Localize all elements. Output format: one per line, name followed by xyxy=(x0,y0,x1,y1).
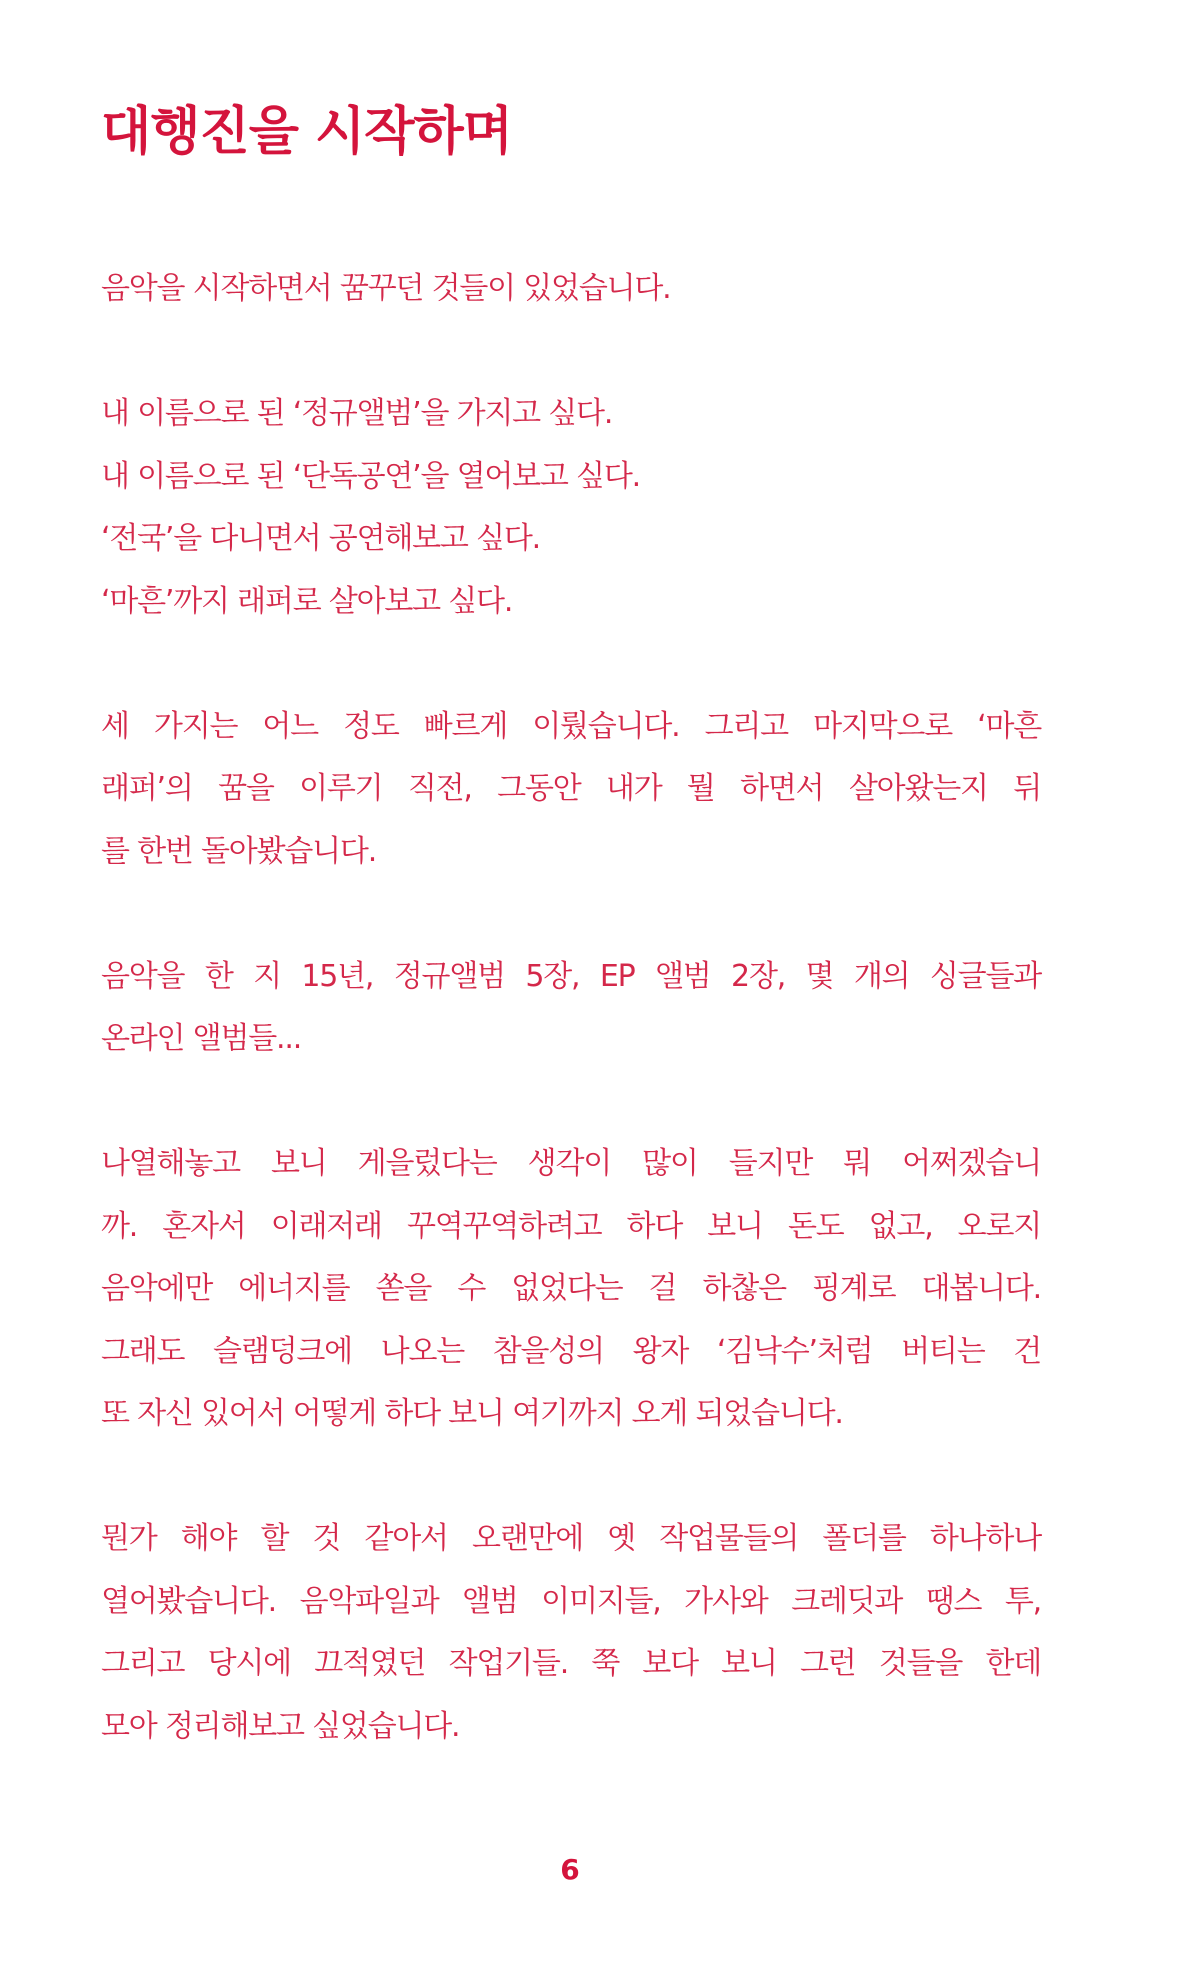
paragraph-reflection xyxy=(101,1133,1041,1446)
text-line: 그리고 당시에 끄적였던 작업기들. 쭉 보다 보니 그런 것들을 한데 xyxy=(101,1646,1041,1681)
text-line: 내 이름으로 된 ‘정규앨범’을 가지고 싶다. xyxy=(101,396,613,431)
paragraph-dreams xyxy=(101,383,1041,633)
text-line: 래퍼’의 꿈을 이루기 직전, 그동안 내가 뭘 하면서 살아왔는지 뒤 xyxy=(101,771,1041,806)
paragraph-intro xyxy=(101,258,1041,321)
text-line: 모아 정리해보고 싶었습니다. xyxy=(101,1708,460,1744)
text-line: 뭔가 해야 할 것 같아서 오랜만에 옛 작업물들의 폴더를 하나하나 xyxy=(101,1521,1041,1556)
text-line: 를 한번 돌아봤습니다. xyxy=(101,833,377,869)
paragraph-discography xyxy=(101,946,1041,1071)
text-line: 세 가지는 어느 정도 빠르게 이뤘습니다. 그리고 마지막으로 ‘마흔 xyxy=(101,708,1041,744)
text-line: ‘전국’을 다니면서 공연해보고 싶다. xyxy=(101,521,540,556)
paragraph-looking-back xyxy=(101,696,1041,884)
text-line: 열어봤습니다. 음악파일과 앨범 이미지들, 가사와 크레딧과 땡스 투, xyxy=(101,1583,1041,1619)
body-text xyxy=(101,258,1041,1821)
text-line: 온라인 앨범들... xyxy=(101,1021,302,1056)
text-line: 음악에만 에너지를 쏟을 수 없었다는 걸 하찮은 핑계로 대봅니다. xyxy=(101,1271,1041,1306)
text-line: 음악을 한 지 15년, 정규앨범 5장, EP 앨범 2장, 몇 개의 싱글들과 xyxy=(101,958,1041,994)
text-line: 또 자신 있어서 어떻게 하다 보니 여기까지 오게 되었습니다. xyxy=(101,1396,843,1431)
text-line: 그래도 슬램덩크에 나오는 참을성의 왕자 ‘김낙수’처럼 버티는 건 xyxy=(101,1333,1041,1369)
page-number: 6 xyxy=(560,1853,580,1886)
text-line: 까. 혼자서 이래저래 꾸역꾸역하려고 하다 보니 돈도 없고, 오로지 xyxy=(101,1208,1041,1244)
text-line: 내 이름으로 된 ‘단독공연’을 열어보고 싶다. xyxy=(101,458,640,494)
paragraph-archive xyxy=(101,1508,1041,1758)
text-line: 음악을 시작하면서 꿈꾸던 것들이 있었습니다. xyxy=(101,271,671,306)
page-title: 대행진을 시작하며 xyxy=(101,102,512,162)
text-line: 나열해놓고 보니 게을렀다는 생각이 많이 들지만 뭐 어쩌겠습니 xyxy=(101,1146,1041,1181)
text-line: ‘마흔’까지 래퍼로 살아보고 싶다. xyxy=(101,583,513,619)
